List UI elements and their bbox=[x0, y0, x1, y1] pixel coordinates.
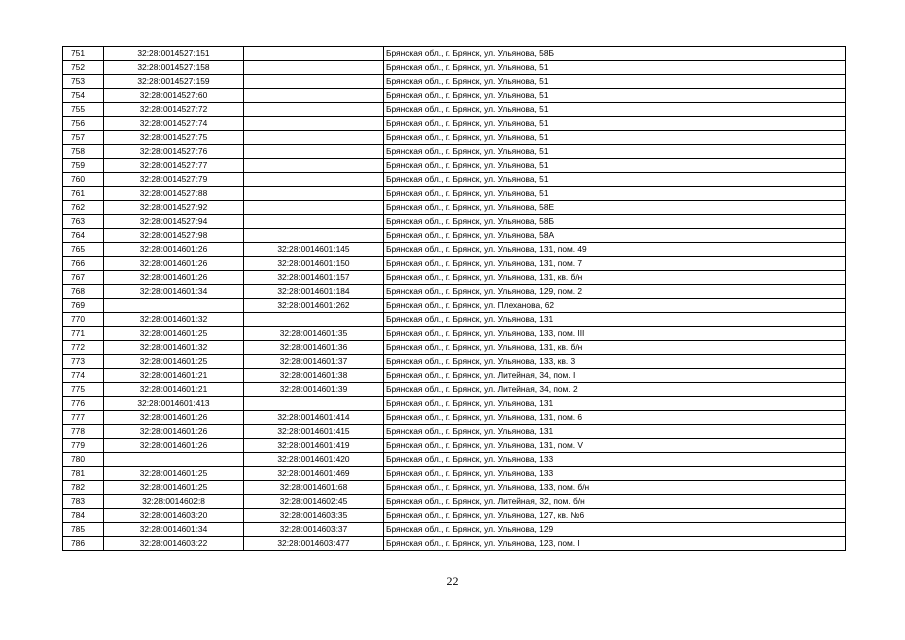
land-plot-cadastral-number-cell: 32:28:0014601:25 bbox=[104, 355, 244, 369]
table-row bbox=[63, 159, 846, 173]
row-number-cell: 769 bbox=[63, 299, 104, 313]
row-number-cell: 780 bbox=[63, 453, 104, 467]
land-plot-cadastral-number-cell: 32:28:0014527:75 bbox=[104, 131, 244, 145]
land-plot-cadastral-number-cell: 32:28:0014601:26 bbox=[104, 257, 244, 271]
building-cadastral-number-cell: 32:28:0014601:37 bbox=[244, 355, 384, 369]
building-cadastral-number-cell bbox=[244, 313, 384, 327]
land-plot-cadastral-number-cell bbox=[104, 453, 244, 467]
row-number-cell: 784 bbox=[63, 509, 104, 523]
building-cadastral-number-cell: 32:28:0014601:68 bbox=[244, 481, 384, 495]
building-cadastral-number-cell: 32:28:0014601:469 bbox=[244, 467, 384, 481]
table-row bbox=[63, 467, 846, 481]
building-cadastral-number-cell bbox=[244, 145, 384, 159]
row-number-cell: 778 bbox=[63, 425, 104, 439]
address-cell: Брянская обл., г. Брянск, ул. Ульянова, 129, пом. 2 bbox=[384, 285, 846, 299]
table-row bbox=[63, 495, 846, 509]
land-plot-cadastral-number-cell: 32:28:0014527:151 bbox=[104, 47, 244, 61]
building-cadastral-number-cell: 32:28:0014601:39 bbox=[244, 383, 384, 397]
land-plot-cadastral-number-cell: 32:28:0014601:26 bbox=[104, 271, 244, 285]
table-row bbox=[63, 117, 846, 131]
registry-table-body bbox=[63, 47, 846, 551]
address-cell: Брянская обл., г. Брянск, ул. Ульянова, 51 bbox=[384, 145, 846, 159]
row-number-cell: 785 bbox=[63, 523, 104, 537]
row-number-cell: 776 bbox=[63, 397, 104, 411]
row-number-cell: 767 bbox=[63, 271, 104, 285]
address-cell: Брянская обл., г. Брянск, ул. Ульянова, 51 bbox=[384, 173, 846, 187]
land-plot-cadastral-number-cell: 32:28:0014527:88 bbox=[104, 187, 244, 201]
address-cell: Брянская обл., г. Брянск, ул. Ульянова, 51 bbox=[384, 89, 846, 103]
row-number-cell: 753 bbox=[63, 75, 104, 89]
land-plot-cadastral-number-cell: 32:28:0014602:8 bbox=[104, 495, 244, 509]
address-cell: Брянская обл., г. Брянск, ул. Ульянова, 133 bbox=[384, 467, 846, 481]
building-cadastral-number-cell bbox=[244, 103, 384, 117]
table-row bbox=[63, 537, 846, 551]
land-plot-cadastral-number-cell: 32:28:0014527:74 bbox=[104, 117, 244, 131]
land-plot-cadastral-number-cell: 32:28:0014601:26 bbox=[104, 439, 244, 453]
table-row bbox=[63, 47, 846, 61]
row-number-cell: 779 bbox=[63, 439, 104, 453]
row-number-cell: 774 bbox=[63, 369, 104, 383]
address-cell: Брянская обл., г. Брянск, ул. Ульянова, 131, пом. 7 bbox=[384, 257, 846, 271]
address-cell: Брянская обл., г. Брянск, ул. Ульянова, 58Б bbox=[384, 47, 846, 61]
address-cell: Брянская обл., г. Брянск, ул. Ульянова, 58Е bbox=[384, 201, 846, 215]
row-number-cell: 760 bbox=[63, 173, 104, 187]
building-cadastral-number-cell bbox=[244, 215, 384, 229]
address-cell: Брянская обл., г. Брянск, ул. Ульянова, 58Б bbox=[384, 215, 846, 229]
address-cell: Брянская обл., г. Брянск, ул. Плеханова, 62 bbox=[384, 299, 846, 313]
land-plot-cadastral-number-cell: 32:28:0014527:76 bbox=[104, 145, 244, 159]
row-number-cell: 754 bbox=[63, 89, 104, 103]
table-row bbox=[63, 61, 846, 75]
address-cell: Брянская обл., г. Брянск, ул. Ульянова, 51 bbox=[384, 159, 846, 173]
building-cadastral-number-cell: 32:28:0014601:36 bbox=[244, 341, 384, 355]
land-plot-cadastral-number-cell: 32:28:0014601:21 bbox=[104, 369, 244, 383]
row-number-cell: 765 bbox=[63, 243, 104, 257]
row-number-cell: 782 bbox=[63, 481, 104, 495]
address-cell: Брянская обл., г. Брянск, ул. Ульянова, 58А bbox=[384, 229, 846, 243]
table-row bbox=[63, 453, 846, 467]
table-row bbox=[63, 145, 846, 159]
address-cell: Брянская обл., г. Брянск, ул. Ульянова, 123, пом. I bbox=[384, 537, 846, 551]
land-plot-cadastral-number-cell: 32:28:0014601:26 bbox=[104, 243, 244, 257]
row-number-cell: 771 bbox=[63, 327, 104, 341]
table-row bbox=[63, 89, 846, 103]
building-cadastral-number-cell: 32:28:0014601:38 bbox=[244, 369, 384, 383]
land-plot-cadastral-number-cell: 32:28:0014601:34 bbox=[104, 523, 244, 537]
land-plot-cadastral-number-cell: 32:28:0014601:25 bbox=[104, 327, 244, 341]
address-cell: Брянская обл., г. Брянск, ул. Ульянова, 131, пом. V bbox=[384, 439, 846, 453]
building-cadastral-number-cell bbox=[244, 201, 384, 215]
table-row bbox=[63, 173, 846, 187]
table-row bbox=[63, 523, 846, 537]
land-plot-cadastral-number-cell: 32:28:0014601:25 bbox=[104, 467, 244, 481]
address-cell: Брянская обл., г. Брянск, ул. Ульянова, 133, кв. 3 bbox=[384, 355, 846, 369]
building-cadastral-number-cell: 32:28:0014603:37 bbox=[244, 523, 384, 537]
land-plot-cadastral-number-cell: 32:28:0014527:98 bbox=[104, 229, 244, 243]
address-cell: Брянская обл., г. Брянск, ул. Ульянова, 131 bbox=[384, 425, 846, 439]
address-cell: Брянская обл., г. Брянск, ул. Ульянова, 131, пом. 6 bbox=[384, 411, 846, 425]
page-number: 22 bbox=[446, 574, 459, 588]
land-plot-cadastral-number-cell: 32:28:0014527:72 bbox=[104, 103, 244, 117]
building-cadastral-number-cell bbox=[244, 47, 384, 61]
building-cadastral-number-cell bbox=[244, 229, 384, 243]
row-number-cell: 751 bbox=[63, 47, 104, 61]
table-row bbox=[63, 439, 846, 453]
building-cadastral-number-cell: 32:28:0014603:35 bbox=[244, 509, 384, 523]
building-cadastral-number-cell: 32:28:0014601:157 bbox=[244, 271, 384, 285]
building-cadastral-number-cell bbox=[244, 89, 384, 103]
table-row bbox=[63, 509, 846, 523]
address-cell: Брянская обл., г. Брянск, ул. Ульянова, 131, пом. 49 bbox=[384, 243, 846, 257]
row-number-cell: 783 bbox=[63, 495, 104, 509]
table-row bbox=[63, 215, 846, 229]
land-plot-cadastral-number-cell: 32:28:0014527:158 bbox=[104, 61, 244, 75]
table-row bbox=[63, 131, 846, 145]
land-plot-cadastral-number-cell: 32:28:0014603:20 bbox=[104, 509, 244, 523]
land-plot-cadastral-number-cell: 32:28:0014601:26 bbox=[104, 411, 244, 425]
building-cadastral-number-cell bbox=[244, 117, 384, 131]
address-cell: Брянская обл., г. Брянск, ул. Ульянова, 51 bbox=[384, 103, 846, 117]
table-row bbox=[63, 327, 846, 341]
address-cell: Брянская обл., г. Брянск, ул. Ульянова, 51 bbox=[384, 187, 846, 201]
building-cadastral-number-cell: 32:28:0014601:145 bbox=[244, 243, 384, 257]
building-cadastral-number-cell: 32:28:0014601:184 bbox=[244, 285, 384, 299]
row-number-cell: 768 bbox=[63, 285, 104, 299]
table-row bbox=[63, 243, 846, 257]
table-row bbox=[63, 383, 846, 397]
address-cell: Брянская обл., г. Брянск, ул. Ульянова, 133, пом. III bbox=[384, 327, 846, 341]
table-row bbox=[63, 355, 846, 369]
table-row bbox=[63, 75, 846, 89]
address-cell: Брянская обл., г. Брянск, ул. Ульянова, 131 bbox=[384, 313, 846, 327]
table-row bbox=[63, 481, 846, 495]
row-number-cell: 758 bbox=[63, 145, 104, 159]
row-number-cell: 764 bbox=[63, 229, 104, 243]
row-number-cell: 777 bbox=[63, 411, 104, 425]
table-row bbox=[63, 425, 846, 439]
address-cell: Брянская обл., г. Брянск, ул. Ульянова, 51 bbox=[384, 117, 846, 131]
address-cell: Брянская обл., г. Брянск, ул. Ульянова, 129 bbox=[384, 523, 846, 537]
building-cadastral-number-cell: 32:28:0014603:477 bbox=[244, 537, 384, 551]
row-number-cell: 772 bbox=[63, 341, 104, 355]
address-cell: Брянская обл., г. Брянск, ул. Ульянова, 131 bbox=[384, 397, 846, 411]
land-plot-cadastral-number-cell: 32:28:0014601:26 bbox=[104, 425, 244, 439]
address-cell: Брянская обл., г. Брянск, ул. Ульянова, 133 bbox=[384, 453, 846, 467]
land-plot-cadastral-number-cell: 32:28:0014601:25 bbox=[104, 481, 244, 495]
address-cell: Брянская обл., г. Брянск, ул. Ульянова, 133, пом. б/н bbox=[384, 481, 846, 495]
land-plot-cadastral-number-cell: 32:28:0014601:413 bbox=[104, 397, 244, 411]
row-number-cell: 755 bbox=[63, 103, 104, 117]
row-number-cell: 781 bbox=[63, 467, 104, 481]
building-cadastral-number-cell: 32:28:0014601:420 bbox=[244, 453, 384, 467]
land-plot-cadastral-number-cell: 32:28:0014527:77 bbox=[104, 159, 244, 173]
land-plot-cadastral-number-cell: 32:28:0014601:32 bbox=[104, 313, 244, 327]
table-row bbox=[63, 187, 846, 201]
land-plot-cadastral-number-cell: 32:28:0014527:79 bbox=[104, 173, 244, 187]
land-plot-cadastral-number-cell: 32:28:0014527:159 bbox=[104, 75, 244, 89]
building-cadastral-number-cell bbox=[244, 173, 384, 187]
address-cell: Брянская обл., г. Брянск, ул. Ульянова, 127, кв. №6 bbox=[384, 509, 846, 523]
address-cell: Брянская обл., г. Брянск, ул. Ульянова, 51 bbox=[384, 61, 846, 75]
row-number-cell: 757 bbox=[63, 131, 104, 145]
address-cell: Брянская обл., г. Брянск, ул. Литейная, 34, пом. 2 bbox=[384, 383, 846, 397]
table-row bbox=[63, 271, 846, 285]
table-row bbox=[63, 285, 846, 299]
address-cell: Брянская обл., г. Брянск, ул. Ульянова, 131, кв. б/н bbox=[384, 341, 846, 355]
building-cadastral-number-cell: 32:28:0014601:414 bbox=[244, 411, 384, 425]
row-number-cell: 766 bbox=[63, 257, 104, 271]
row-number-cell: 763 bbox=[63, 215, 104, 229]
table-row bbox=[63, 257, 846, 271]
row-number-cell: 775 bbox=[63, 383, 104, 397]
cadastral-registry-table bbox=[62, 46, 846, 551]
address-cell: Брянская обл., г. Брянск, ул. Ульянова, 51 bbox=[384, 131, 846, 145]
building-cadastral-number-cell: 32:28:0014601:35 bbox=[244, 327, 384, 341]
row-number-cell: 756 bbox=[63, 117, 104, 131]
row-number-cell: 759 bbox=[63, 159, 104, 173]
address-cell: Брянская обл., г. Брянск, ул. Ульянова, 51 bbox=[384, 75, 846, 89]
table-row bbox=[63, 201, 846, 215]
row-number-cell: 752 bbox=[63, 61, 104, 75]
table-row bbox=[63, 299, 846, 313]
building-cadastral-number-cell: 32:28:0014601:415 bbox=[244, 425, 384, 439]
building-cadastral-number-cell bbox=[244, 187, 384, 201]
row-number-cell: 770 bbox=[63, 313, 104, 327]
building-cadastral-number-cell: 32:28:0014601:419 bbox=[244, 439, 384, 453]
land-plot-cadastral-number-cell bbox=[104, 299, 244, 313]
building-cadastral-number-cell bbox=[244, 159, 384, 173]
table-row bbox=[63, 397, 846, 411]
row-number-cell: 786 bbox=[63, 537, 104, 551]
building-cadastral-number-cell: 32:28:0014602:45 bbox=[244, 495, 384, 509]
land-plot-cadastral-number-cell: 32:28:0014601:21 bbox=[104, 383, 244, 397]
land-plot-cadastral-number-cell: 32:28:0014527:60 bbox=[104, 89, 244, 103]
address-cell: Брянская обл., г. Брянск, ул. Ульянова, 131, кв. б/н bbox=[384, 271, 846, 285]
land-plot-cadastral-number-cell: 32:28:0014601:34 bbox=[104, 285, 244, 299]
table-row bbox=[63, 313, 846, 327]
table-row bbox=[63, 411, 846, 425]
building-cadastral-number-cell bbox=[244, 61, 384, 75]
land-plot-cadastral-number-cell: 32:28:0014601:32 bbox=[104, 341, 244, 355]
building-cadastral-number-cell bbox=[244, 397, 384, 411]
building-cadastral-number-cell bbox=[244, 131, 384, 145]
land-plot-cadastral-number-cell: 32:28:0014527:92 bbox=[104, 201, 244, 215]
row-number-cell: 761 bbox=[63, 187, 104, 201]
land-plot-cadastral-number-cell: 32:28:0014527:94 bbox=[104, 215, 244, 229]
land-plot-cadastral-number-cell: 32:28:0014603:22 bbox=[104, 537, 244, 551]
table-row bbox=[63, 341, 846, 355]
row-number-cell: 762 bbox=[63, 201, 104, 215]
table-row bbox=[63, 229, 846, 243]
row-number-cell: 773 bbox=[63, 355, 104, 369]
table-row bbox=[63, 369, 846, 383]
building-cadastral-number-cell: 32:28:0014601:262 bbox=[244, 299, 384, 313]
building-cadastral-number-cell bbox=[244, 75, 384, 89]
address-cell: Брянская обл., г. Брянск, ул. Литейная, 34, пом. I bbox=[384, 369, 846, 383]
table-row bbox=[63, 103, 846, 117]
registry-sheet bbox=[62, 46, 845, 551]
address-cell: Брянская обл., г. Брянск, ул. Литейная, 32, пом. б/н bbox=[384, 495, 846, 509]
building-cadastral-number-cell: 32:28:0014601:150 bbox=[244, 257, 384, 271]
